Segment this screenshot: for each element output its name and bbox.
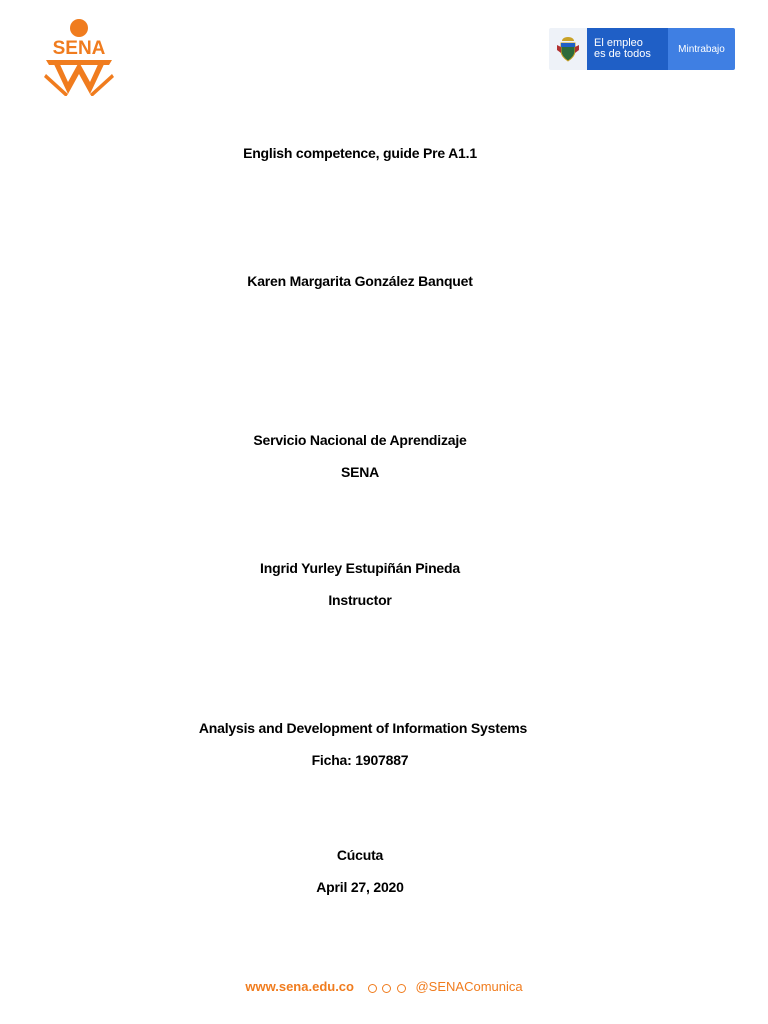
gov-slogan xyxy=(587,28,668,70)
instagram-icon xyxy=(397,984,406,993)
institution-acronym: SENA xyxy=(340,464,380,480)
date: April 27, 2020 xyxy=(316,879,404,895)
instructor-name: Ingrid Yurley Estupiñán Pineda xyxy=(260,560,460,576)
coat-of-arms-icon xyxy=(549,28,587,70)
facebook-icon xyxy=(382,984,391,993)
ficha-number: Ficha: 1907887 xyxy=(311,752,409,768)
social-icons xyxy=(368,980,408,995)
program-name: Analysis and Development of Information Systems xyxy=(198,720,528,736)
gov-slogan-line1: El empleo xyxy=(594,37,643,49)
author-name: Karen Margarita González Banquet xyxy=(247,273,473,289)
government-banner xyxy=(549,28,735,70)
institution-name: Servicio Nacional de Aprendizaje xyxy=(253,432,467,448)
footer-handle[interactable]: @SENAComunica xyxy=(415,979,523,994)
gov-slogan-line2: es de todos xyxy=(594,48,651,60)
twitter-icon xyxy=(368,984,377,993)
footer-url[interactable]: www.sena.edu.co xyxy=(245,979,354,994)
gov-ministry: Mintrabajo xyxy=(668,28,735,70)
sena-logo-text: SENA xyxy=(52,38,106,59)
footer xyxy=(0,979,768,995)
sena-logo xyxy=(42,18,116,96)
instructor-role: Instructor xyxy=(328,592,392,608)
document-title: English competence, guide Pre A1.1 xyxy=(243,145,477,161)
sena-logo-head xyxy=(70,19,88,37)
city: Cúcuta xyxy=(336,847,384,863)
